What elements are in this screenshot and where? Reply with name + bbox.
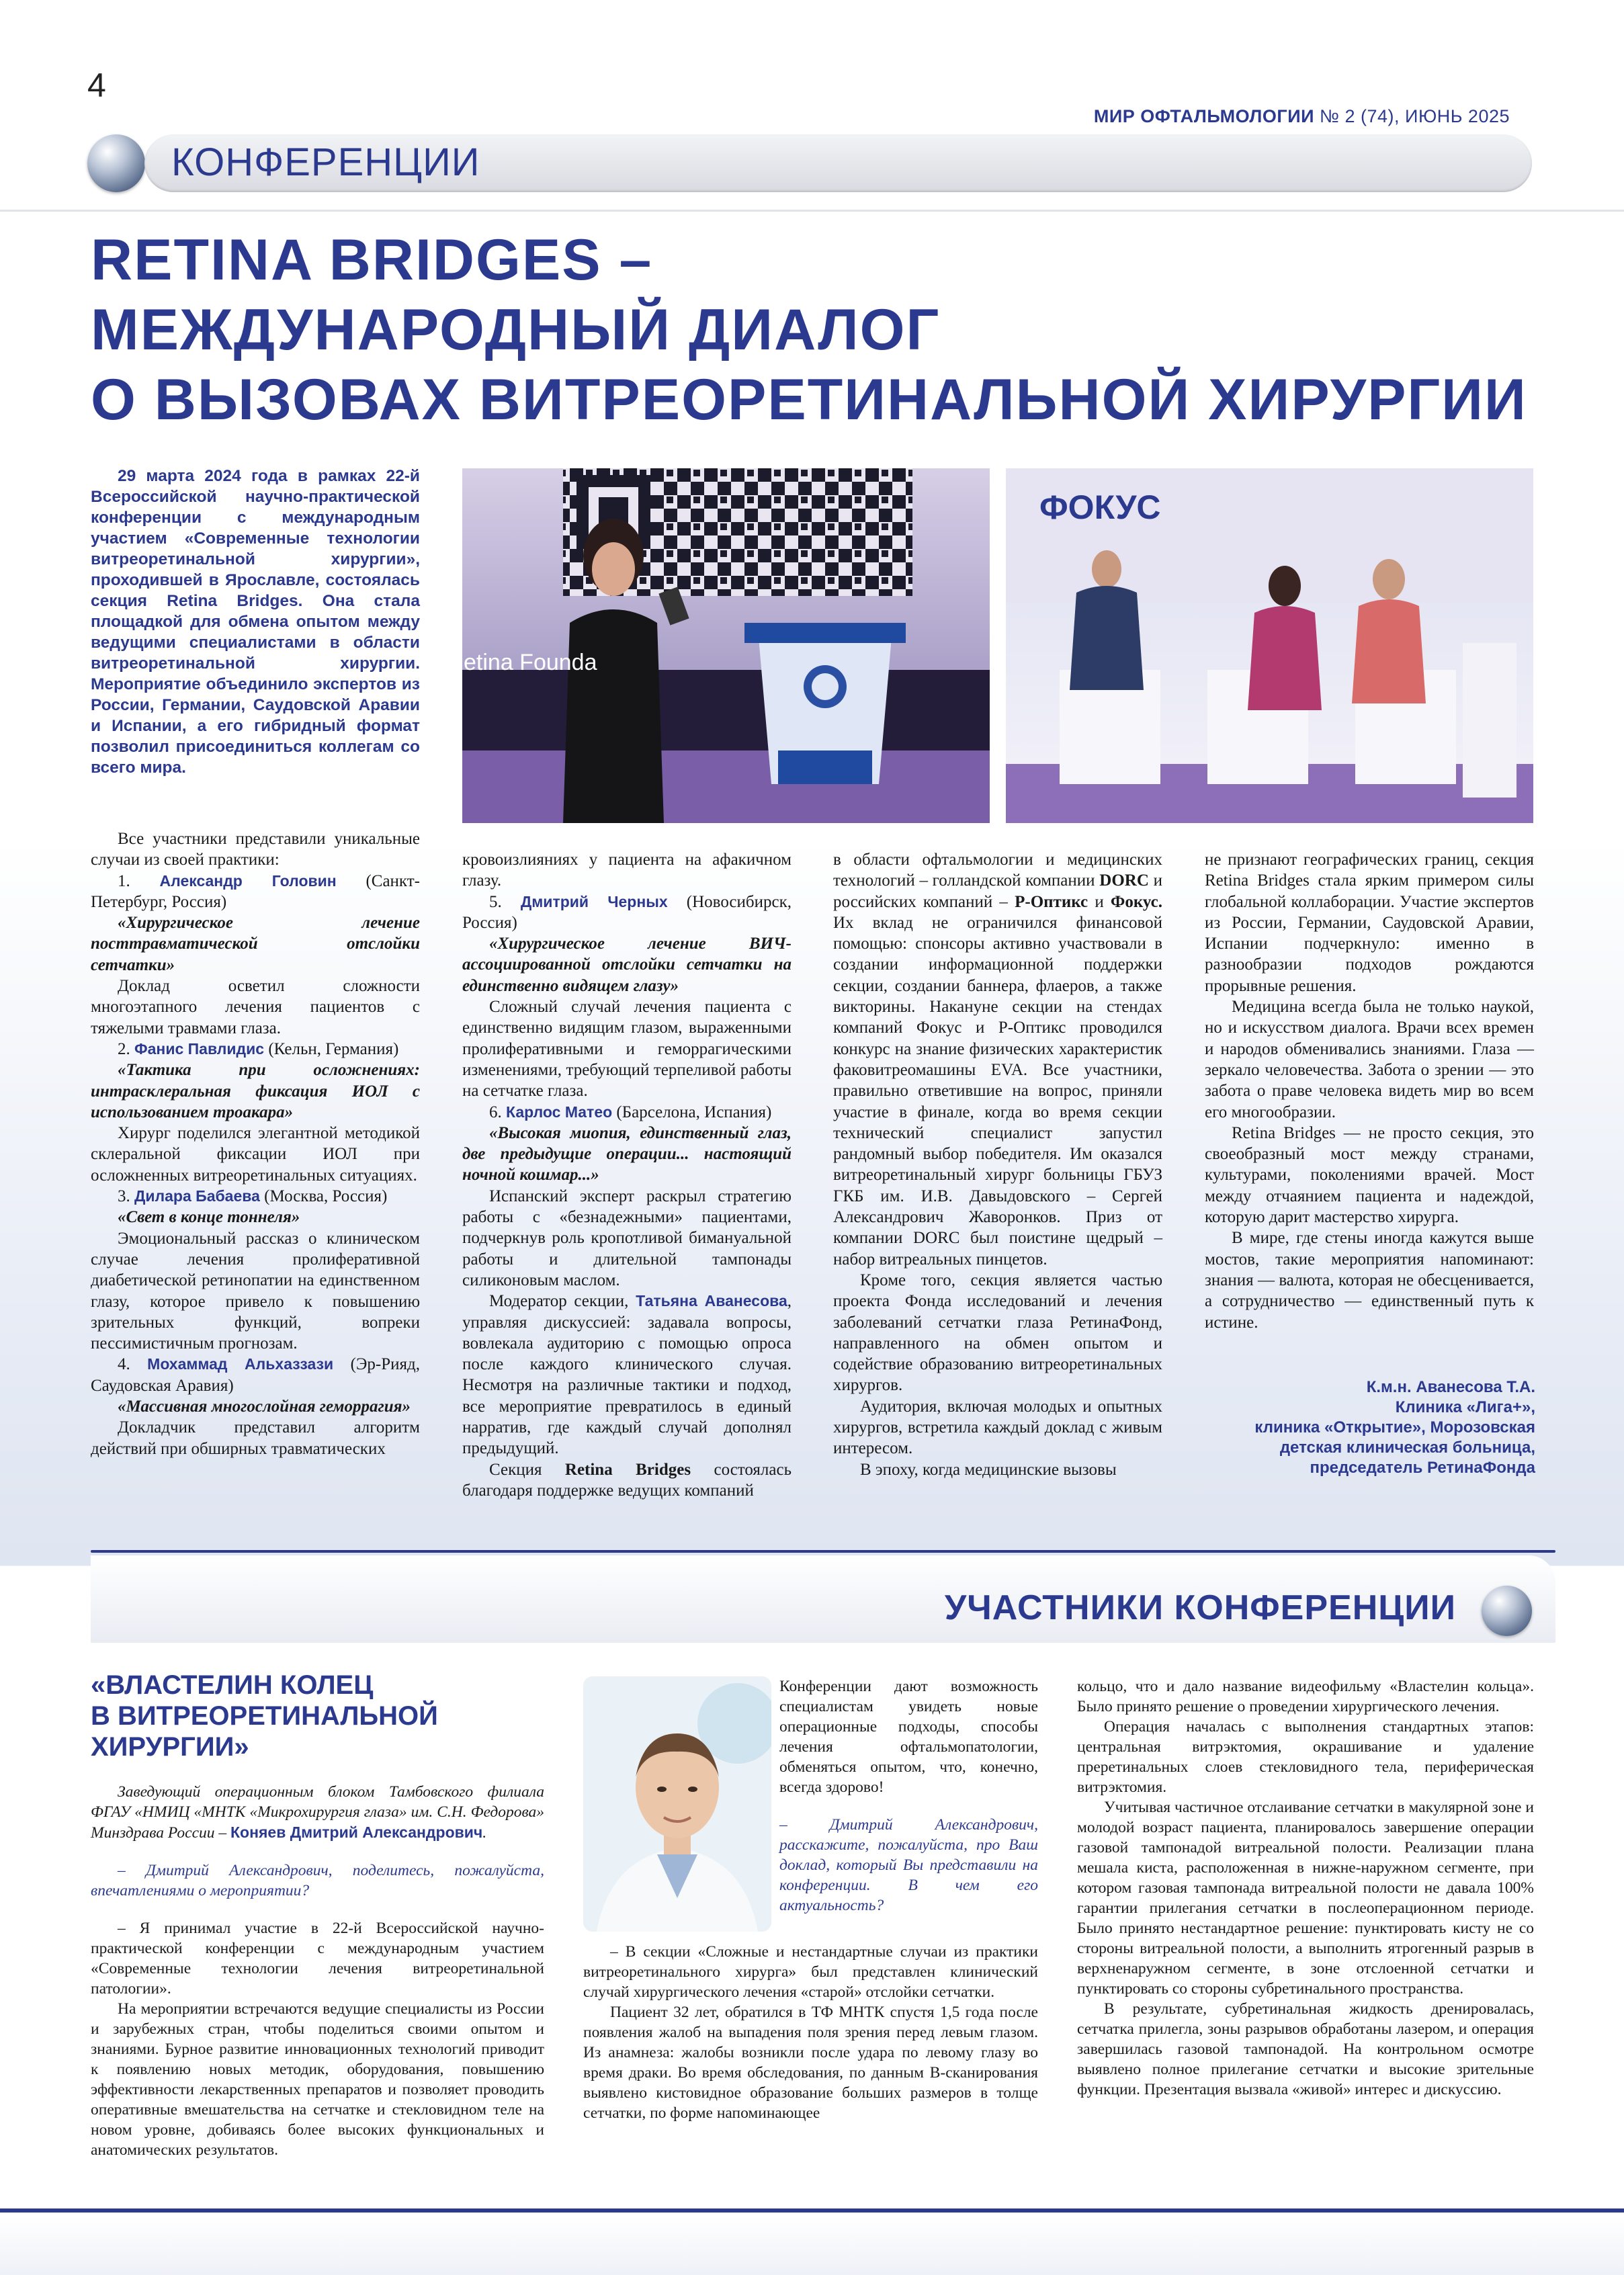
paragraph: Операция началась с выполнения стандартных этапов: центральная витрэктомия, окрашивание и удаление преретинальных слоев стекловидного тела, периферическая витрэктомия. — [1077, 1718, 1534, 1796]
paragraph: Конференции дают возможность специалистам увидеть новые операционные подходы, способы лечения офтальмопатологии, обменяться опытом, что, конечно, всегда здорово! — [779, 1678, 1038, 1796]
interview-title: «ВЛАСТЕЛИН КОЛЕЦ В ВИТРЕОРЕТИНАЛЬНОЙ ХИРУРГИИ» — [91, 1670, 438, 1762]
author-signature: К.м.н. Аванесова Т.А. Клиника «Лига+», клиника «Открытие», Морозовская детская клиническая больница, председатель РетинаФонда — [1254, 1378, 1535, 1477]
talk-title: «Свет в конце тоннеля» — [118, 1208, 300, 1227]
paragraph: в области офтальмологии и медицинских технологий – голландской компании DORC и российских компаний – Р-Оптикс и Фокус. Их вклад не ограничился финансовой помощью: спонсоры активно участвовали в создании информационной поддержки секции, создании баннера, флаеров, а также викторины. Накануне секции на стендах компаний Фокус и Р-Оптикс проводился конкурс на знание физических характеристик факовитреомашины EVA. Все участники, правильно ответившие на вопрос, приняли участие в финале, когда во время секции технический специалист запустил рандомный выбор победителя. Им оказался витреоретинальный хирург больницы ГБУЗ ГКБ им. И.В. Давыдовского – Сергей Александрович Жаворонков. Приз от компании DORC был поистине щедрый – набор витреальных пинцетов. — [833, 851, 1162, 1269]
speaker-entry: 2. Фанис Павлидис (Кельн, Германия) — [118, 1039, 399, 1058]
interview-column-2a — [779, 1676, 1038, 1916]
interview-column-2b — [583, 1942, 1038, 2123]
paragraph: Хирург поделился элегантной методикой склеральной фиксации ИОЛ при осложненных витреоретинальных ситуациях. — [91, 1124, 420, 1185]
globe-icon — [1482, 1586, 1532, 1636]
interview-answer: – В секции «Сложные и нестандартные случаи из практики витреоретинального хирурга» был представлен клинический случай хирургического лечения «старой» отслойки сетчатки. — [583, 1943, 1038, 2001]
divider — [91, 1550, 1555, 1553]
speaker-name: Мохаммад Альхаззази — [147, 1355, 334, 1373]
paragraph: Секция Retina Bridges состоялась благодаря поддержке ведущих компаний — [462, 1460, 792, 1500]
banner-text: etina Founda — [464, 650, 597, 675]
title-line: МЕЖДУНАРОДНЫЙ ДИАЛОГ — [91, 298, 941, 362]
paragraph: Медицина всегда была не только наукой, но и искусством диалога. Врачи всех времен и народов обменивались знаниями. Глаза — зеркало человечества. Забота о зрении — это забота о праве человека видеть мир во всем его многообразии. — [1205, 998, 1534, 1121]
paragraph: не признают географических границ, секция Retina Bridges стала ярким примером силы глобальной коллаборации. Участие экспертов из России, Германии, Саудовской Аравии, Испании подчеркнуло: именно в разнообразии подходов рождаются прорывные решения. — [1205, 851, 1534, 995]
speaker-name: Дмитрий Черных — [520, 892, 668, 910]
article-column-2 — [462, 849, 792, 1501]
article-column-1 — [91, 828, 420, 1459]
paragraph: Retina Bridges — не просто секция, это своеобразный мост между странами, культурами, поколениями врачей. Мост между отчаянием пациента и надеждой, которую дарит мастерство хирурга. — [1205, 1123, 1534, 1227]
talk-title: «Высокая миопия, единственный глаз, две предыдущие операции... настоящий ночной кошмар...» — [462, 1123, 792, 1185]
interview-intro: Заведующий операционным блоком Тамбовского филиала ФГАУ «НМИЦ «МНТК «Микрохирургия глаза» им. С.Н. Федорова» Минздрава России – Коняев Дмитрий Александрович. — [91, 1783, 544, 1842]
banner-text: ФОКУС — [1039, 488, 1161, 526]
talk-title: «Тактика при осложнениях: интрасклеральная фиксация ИОЛ с использованием троакара» — [91, 1061, 420, 1121]
paragraph: кровоизлияниях у пациента на афакичном глазу. — [462, 851, 792, 890]
speaker-name: Дилара Бабаева — [134, 1187, 260, 1205]
paragraph: В мире, где стены иногда кажутся выше мостов, такие мероприятия напоминают: знания — валюта, которая не обесценивается, а сотрудничество — единственный путь к истине. — [1205, 1229, 1534, 1332]
paragraph: Доклад осветил сложности многоэтапного лечения пациентов с тяжелыми травмами глаза. — [91, 977, 420, 1037]
speaker-entry: 5. Дмитрий Черных (Новосибирск, Россия) — [462, 892, 792, 932]
article-column-4 — [1205, 849, 1534, 1333]
paragraph: Все участники представили уникальные случаи из своей практики: — [91, 830, 420, 869]
talk-title: «Хирургическое лечение ВИЧ-ассоциированной отслойки сетчатки на единственно видящем глазу» — [462, 935, 792, 995]
paragraph: Модератор секции, Татьяна Аванесова, управляя дискуссией: задавала вопросы, вовлекала аудиторию с помощью опроса после каждого клинического случая. Несмотря на различные тактики и подход, все мероприятие превратилось в единый нарратив, где каждый случай дополнял предыдущий. — [462, 1292, 792, 1458]
speaker-name: Фанис Павлидис — [134, 1039, 265, 1058]
title-line: RETINA BRIDGES – — [91, 228, 653, 292]
talk-title: «Хирургическое лечение посттравматической отслойки сетчатки» — [91, 914, 420, 974]
speaker-name: Александр Головин — [159, 871, 337, 890]
interview-column-3 — [1077, 1676, 1534, 2100]
paragraph: Кроме того, секция является частью проекта Фонда исследований и лечения заболеваний сетчатки глаза РетинаФонд, направленного на обмен опытом и содействие образованию витреоретинальных хирургов. — [833, 1271, 1162, 1395]
article-title — [91, 225, 1555, 435]
title-line: О ВЫЗОВАХ ВИТРЕОРЕТИНАЛЬНОЙ ХИРУРГИИ — [91, 368, 1527, 432]
speaker-entry: 4. Мохаммад Альхаззази (Эр-Рияд, Саудовская Аравия) — [91, 1355, 421, 1395]
photo-portrait — [583, 1676, 771, 1932]
talk-title: «Массивная многослойная геморрагия» — [118, 1398, 411, 1416]
paragraph: В эпоху, когда медицинские вызовы — [860, 1460, 1117, 1479]
photo-speaker-at-podium — [462, 468, 990, 823]
paragraph: Испанский эксперт раскрыл стратегию работы с «безнадежными» пациентами, подчеркнув роль кропотливой бимануальной работы и длительной тампонады силиконовым маслом. — [462, 1187, 792, 1289]
page-number: 4 — [87, 67, 106, 104]
masthead — [1094, 106, 1510, 127]
globe-icon — [87, 134, 145, 192]
interviewee-name: Коняев Дмитрий Александрович — [230, 1823, 483, 1841]
paragraph: Эмоциональный рассказ о клиническом случае лечения пролиферативной диабетической ретинопатии на единственном глазу, которое привело к повышению зрительных функций, вопреки пессимистичным прогнозам. — [91, 1229, 420, 1353]
paragraph: кольцо, что и дало название видеофильму «Властелин кольца». Было принято решение о проведении хирургического лечения. — [1077, 1678, 1534, 1715]
divider — [0, 210, 1624, 212]
speaker-name: Карлос Матео — [506, 1103, 613, 1121]
article-column-3 — [833, 849, 1162, 1480]
section-title: КОНФЕРЕНЦИИ — [171, 140, 480, 184]
interview-question: – Дмитрий Александрович, поделитесь, пожалуйста, впечатлениями о мероприятии? — [91, 1862, 544, 1899]
paragraph: Аудитория, включая молодых и опытных хирургов, встретила каждый доклад с живым интересом. — [833, 1397, 1162, 1458]
photo-panel-discussion — [1006, 468, 1533, 823]
interview-answer: – Я принимал участие в 22-й Всероссийской научно-практической конференции с международным участием «Современные технологии лечения витреоретинальной патологии». — [91, 1920, 544, 1998]
paragraph: Сложный случай лечения пациента с единственно видящим глазом, выраженными пролиферативными и геморрагическими изменениями, требующий терпеливой работы на сетчатке глаза. — [462, 998, 792, 1101]
footer-rule — [0, 2208, 1624, 2213]
paragraph: В результате, субретинальная жидкость дренировалась, сетчатка прилегла, зоны разрывов обработаны лазером, и операция завершилась газовой тампонадой. На контрольном осмотре выявлено полное прилегание сетчатки и высокие зрительные функции. Презентация вызвала «живой» интерес и дискуссию. — [1077, 2000, 1534, 2098]
moderator-name: Татьяна Аванесова — [636, 1292, 787, 1310]
paragraph: Пациент 32 лет, обратился в ТФ МНТК спустя 1,5 года после появления жалоб на выпадения поля зрения перед левым глазом. Из анамнеза: жалобы возникли после удара по левому глазу во время драки. Во время обследования, по данным В-сканирования выявлено кистовидное образование больших размеров в толще сетчатки, по форме напоминающее — [583, 2004, 1038, 2122]
paragraph: На мероприятии встречаются ведущие специалисты из России и зарубежных стран, чтобы поделиться своими опытом и знаниями. Бурное развитие инновационных технологий приводит к появлению новых методик, оборудования, повышению эффективности лекарственных препаратов и позволяет проводить оперативные вмешательства на сетчатке и стекловидном теле на новом уровне, добиваясь более высоких функциональных и анатомических результатов. — [91, 2000, 544, 2159]
speaker-entry: 6. Карлос Матео (Барселона, Испания) — [489, 1103, 772, 1121]
speaker-entry: 3. Дилара Бабаева (Москва, Россия) — [118, 1187, 388, 1206]
participants-section-title: УЧАСТНИКИ КОНФЕРЕНЦИИ — [944, 1588, 1456, 1627]
speaker-entry: 1. Александр Головин (Санкт-Петербург, Россия) — [91, 871, 420, 911]
paragraph: Докладчик представил алгоритм действий при обширных травматических — [91, 1418, 420, 1458]
paragraph: Учитывая частичное отслаивание сетчатки в макулярной зоне и молодой возраст пациента, планировалось завершение операции газовой тампонадой витреальной полости. Реализации плана мешала киста, расположенная в нижне-наружном сегменте, при котором газовая тампонада витреальной полости не давала 100% гарантии прилегания сетчатки в послеоперационном периоде. Было принято нестандартное решение: пунктировать кисту не со стороны витреальной полости, а выполнить ятрогенный разрыв в верхненаружном сегменте, в зоне отслоенной сетчатки и пунктировать со стороны субретинального пространства. — [1077, 1799, 1534, 1998]
interview-question: – Дмитрий Александрович, расскажите, пожалуйста, про Ваш доклад, который Вы представили на конференции. В чем его актуальность? — [779, 1816, 1038, 1914]
section-bar — [144, 134, 1532, 192]
issue-info: № 2 (74), ИЮНЬ 2025 — [1320, 106, 1510, 126]
article-lead: 29 марта 2024 года в рамках 22-й Всероссийской научно-практической конференции с международным участием «Современные технологии витреоретинальной хирургии», проходившей в Ярославле, состоялась секция Retina Bridges. Она стала площадкой для обмена опытом между ведущими специалистами в области витреоретинальной хирургии. Мероприятие объединило экспертов из России, Германии, Саудовской Аравии и Испании, а его гибридный формат позволил присоединиться коллегам со всего мира. — [91, 467, 420, 777]
magazine-name: МИР ОФТАЛЬМОЛОГИИ — [1093, 106, 1315, 126]
interview-column-1 — [91, 1782, 544, 2160]
